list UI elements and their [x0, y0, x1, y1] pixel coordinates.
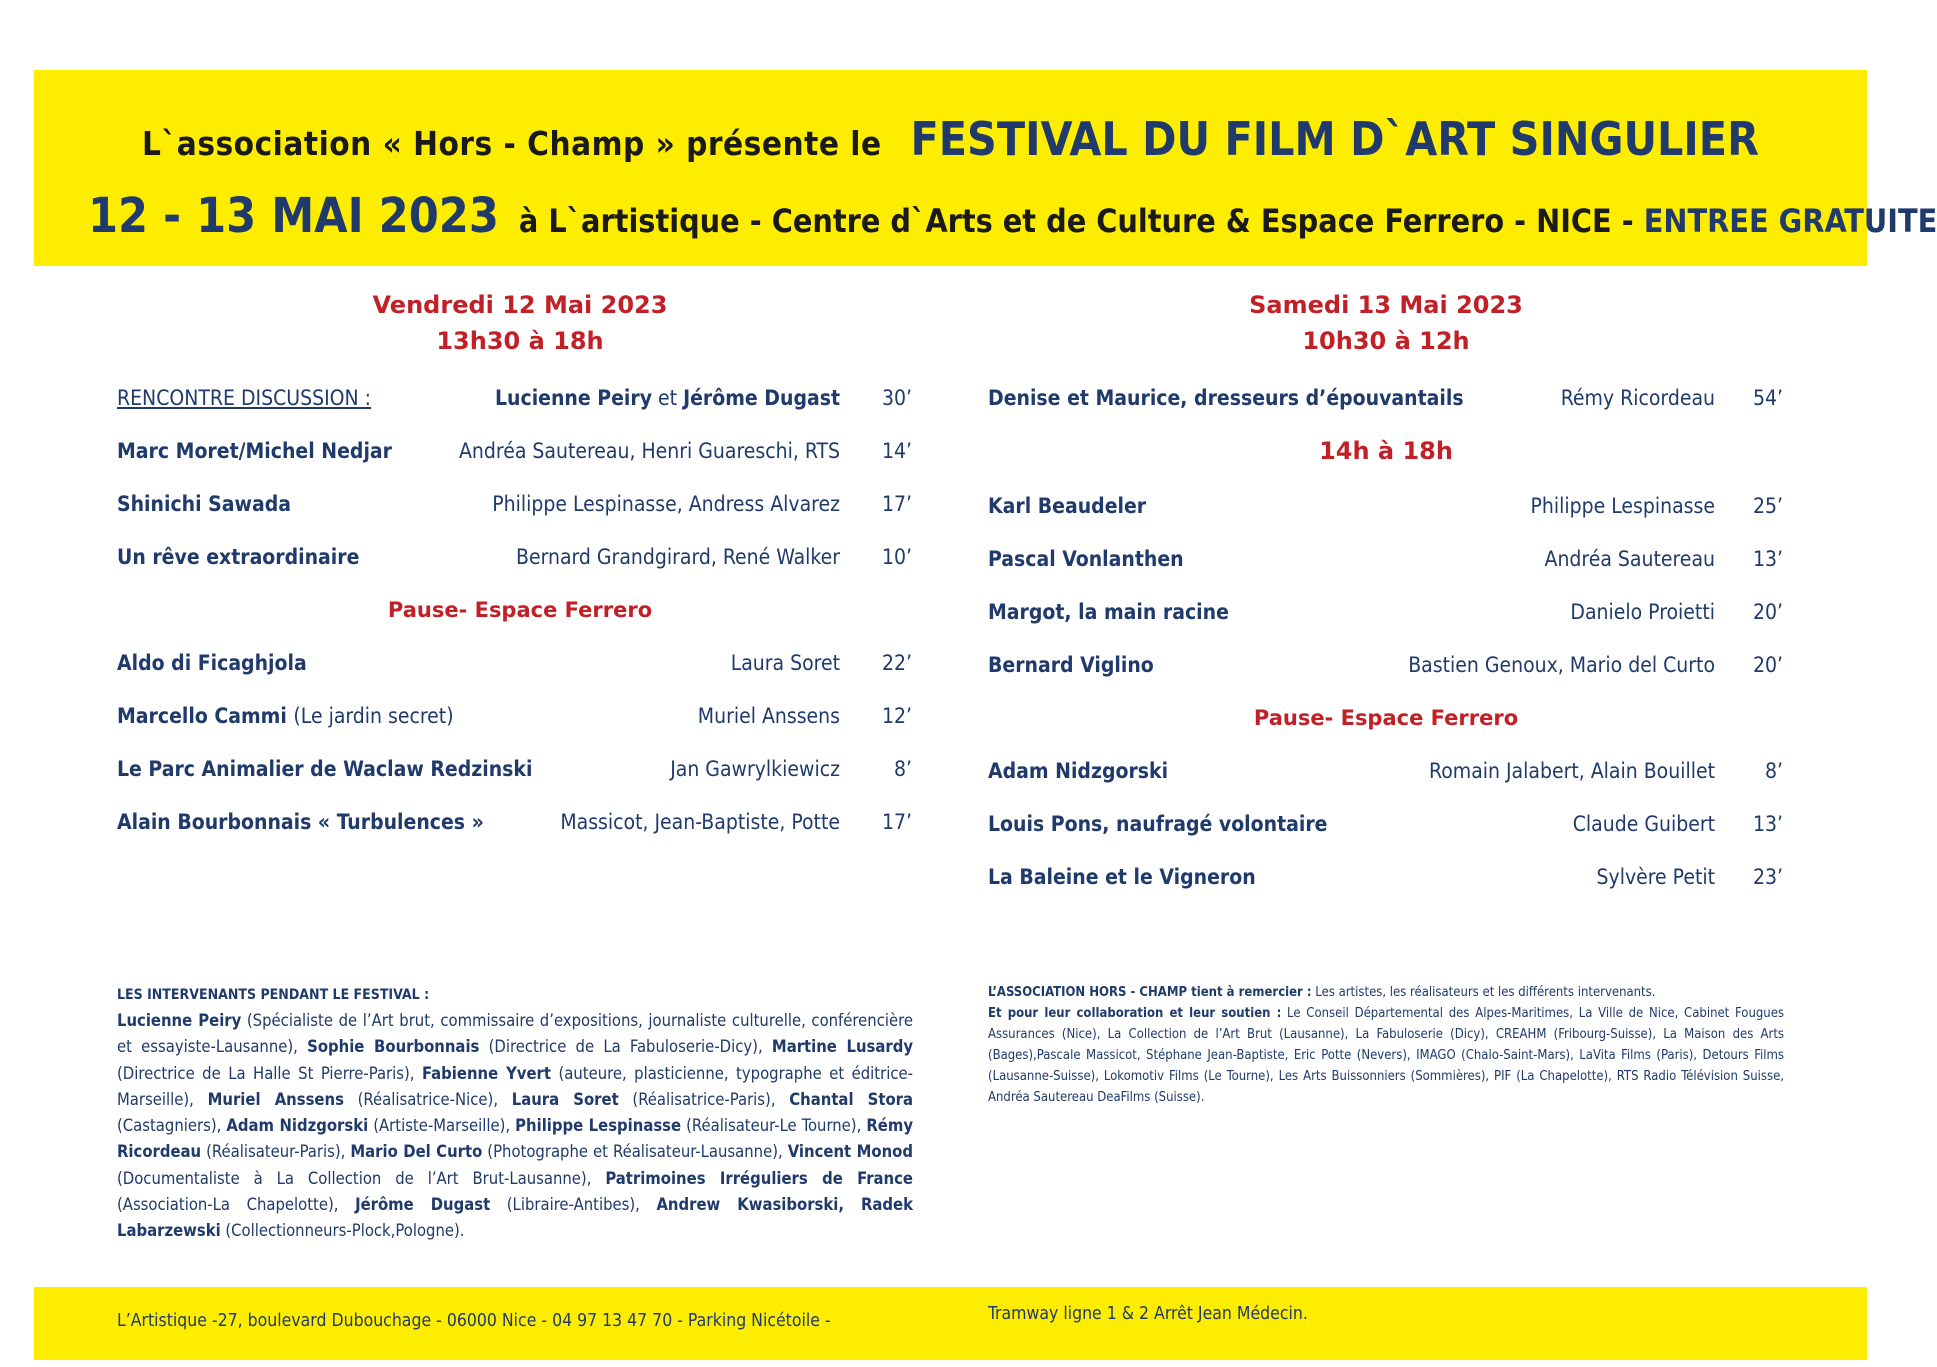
film-authors: Romain Jalabert, Alain Bouillet — [1429, 759, 1715, 783]
speakers-section — [117, 982, 913, 1245]
speaker-name: Vincent Monod — [787, 1142, 913, 1162]
film-row — [988, 812, 1783, 842]
film-duration: 10’ — [881, 545, 912, 569]
speaker-name: Adam Nidzgorski — [226, 1116, 369, 1136]
film-title: Denise et Maurice, dresseurs d’épouvantails — [988, 386, 1464, 410]
film-authors: Andréa Sautereau, Henri Guareschi, RTS — [459, 439, 840, 463]
festival-banner — [34, 70, 1937, 266]
film-duration: 54’ — [1752, 386, 1783, 410]
film-duration: 23’ — [1752, 865, 1783, 889]
film-authors: Danielo Proietti — [1570, 600, 1715, 624]
film-title: Margot, la main racine — [988, 600, 1229, 624]
thanks-lead: L’ASSOCIATION HORS - CHAMP tient à remercier : — [988, 985, 1312, 1000]
speaker-role: (Spécialiste de l’Art brut, commissaire d’expositions, journaliste culturelle, conférencière et essayiste-Lausanne), — [117, 1011, 913, 1057]
film-title: Un rêve extraordinaire — [117, 545, 360, 569]
speaker-name: Mario Del Curto — [350, 1142, 483, 1162]
film-title: Marcello Cammi — [117, 704, 287, 728]
film-title: Aldo di Ficaghjola — [117, 651, 307, 675]
saturday-hours: 10h30 à 12h — [1302, 327, 1470, 355]
banner-headline — [34, 112, 1867, 166]
film-duration: 17’ — [881, 492, 912, 516]
film-row — [988, 600, 1783, 630]
film-title: Bernard Viglino — [988, 653, 1154, 677]
film-row — [117, 704, 912, 734]
film-row — [117, 439, 912, 469]
film-authors: Massicot, Jean-Baptiste, Potte — [560, 810, 840, 834]
film-row — [988, 653, 1783, 683]
film-subtitle: (Le jardin secret) — [293, 704, 454, 728]
festival-venue: à L`artistique - Centre d`Arts et de Culture & Espace Ferrero - NICE - — [518, 202, 1634, 240]
film-authors: Laura Soret — [730, 651, 840, 675]
film-duration: 14’ — [881, 439, 912, 463]
film-authors: Muriel Anssens — [697, 704, 840, 728]
speaker-role: (Directrice de La Fabuloserie-Dicy), — [488, 1037, 763, 1057]
speaker-name: Patrimoines Irréguliers de France — [605, 1168, 913, 1188]
discussion-guest-1: Lucienne Peiry — [495, 386, 653, 410]
film-row — [988, 386, 1783, 416]
speaker-role: (Réalisatrice-Nice), — [357, 1089, 499, 1109]
festival-dates: 12 - 13 MAI 2023 — [88, 188, 499, 244]
speaker-name: Sophie Bourbonnais — [307, 1037, 480, 1057]
thanks-section — [988, 982, 1784, 1108]
speaker-name: Chantal Stora — [789, 1089, 914, 1109]
speaker-role: (Artiste-Marseille), — [373, 1116, 511, 1136]
banner-subline — [88, 188, 1937, 244]
film-authors: Bernard Grandgirard, René Walker — [515, 545, 840, 569]
speaker-name: Martine Lusardy — [771, 1037, 914, 1057]
film-row — [117, 651, 912, 681]
film-duration: 20’ — [1752, 653, 1783, 677]
saturday-heading — [1116, 287, 1656, 359]
speaker-role: (Castagniers), — [117, 1116, 222, 1136]
speaker-name: Fabienne Yvert — [421, 1063, 551, 1083]
festival-title: FESTIVAL DU FILM D`ART SINGULIER — [910, 112, 1759, 166]
film-row — [117, 757, 912, 787]
saturday-date: Samedi 13 Mai 2023 — [1249, 291, 1523, 319]
film-authors: Claude Guibert — [1572, 812, 1715, 836]
film-duration: 12’ — [881, 704, 912, 728]
film-row — [117, 810, 912, 840]
friday-hours: 13h30 à 18h — [436, 327, 604, 355]
film-duration: 13’ — [1752, 547, 1783, 571]
support-text: Le Conseil Départemental des Alpes-Maritimes, La Ville de Nice, Cabinet Fougues Assurances (Nice), La Collection de l’Art Brut (Lausanne), La Fabuloserie (Dicy), CREAHM (Fribourg-Suisse), La Maison des Arts (Bages),Pascale Massicot, Stéphane Jean-Baptiste, Eric Potte (Nevers), IMAGO (Chalo-Saint-Mars), LaVita Films (Paris), Detours Films (Lausanne-Suisse), Lokomotiv Films (Le Tourne), Les Arts Buissonniers (Sommières), PIF (La Chapelotte), RTS Radio Télévision Suisse, Andréa Sautereau DeaFilms (Suisse). — [988, 1006, 1784, 1105]
film-duration: 8’ — [1764, 759, 1783, 783]
speaker-name: Jérôme Dugast — [355, 1195, 491, 1215]
film-authors: Jan Gawrylkiewicz — [670, 757, 840, 781]
film-title: Louis Pons, naufragé volontaire — [988, 812, 1328, 836]
speaker-role: (Association-La Chapelotte), — [117, 1195, 339, 1215]
venue-address: L’Artistique -27, boulevard Dubouchage - 06000 Nice - 04 97 13 47 70 - Parking Nicétoile - — [117, 1311, 831, 1331]
film-title: Marc Moret/Michel Nedjar — [117, 439, 392, 463]
film-duration: 22’ — [881, 651, 912, 675]
film-row — [988, 759, 1783, 789]
film-authors: Andréa Sautereau — [1544, 547, 1715, 571]
speaker-role: (Libraire-Antibes), — [506, 1195, 640, 1215]
film-authors: Bastien Genoux, Mario del Curto — [1408, 653, 1715, 677]
film-duration: 20’ — [1752, 600, 1783, 624]
speaker-role: (Documentaliste à La Collection de l’Art Brut-Lausanne), — [117, 1168, 592, 1188]
friday-pause: Pause- Espace Ferrero — [387, 598, 653, 622]
film-row — [988, 547, 1783, 577]
footer-bar — [34, 1287, 1867, 1360]
speaker-role: (Photographe et Réalisateur-Lausanne), — [487, 1142, 783, 1162]
speaker-role: (Réalisateur-Le Tourne), — [686, 1116, 862, 1136]
speaker-name: Andrew Kwasiborski, Radek Labarzewski — [117, 1195, 913, 1241]
discussion-duration: 30’ — [881, 386, 912, 410]
speakers-heading: LES INTERVENANTS PENDANT LE FESTIVAL : — [117, 987, 430, 1003]
film-title: Alain Bourbonnais « Turbulences » — [117, 810, 484, 834]
banner-intro: L`association « Hors - Champ » présente le — [142, 124, 882, 163]
film-row — [988, 865, 1783, 895]
film-row — [117, 545, 912, 575]
speaker-name: Lucienne Peiry — [117, 1011, 242, 1030]
film-title: Adam Nidzgorski — [988, 759, 1169, 783]
free-entry: ENTREE GRATUITE — [1643, 202, 1937, 240]
film-title: Pascal Vonlanthen — [988, 547, 1184, 571]
film-row — [117, 492, 912, 522]
speaker-role: (auteure, plasticienne, typographe et éditrice-Marseille), — [117, 1063, 913, 1109]
film-title: Karl Beaudeler — [988, 494, 1147, 518]
film-authors: Philippe Lespinasse, Andress Alvarez — [492, 492, 840, 516]
film-authors: Sylvère Petit — [1596, 865, 1715, 889]
film-duration: 8’ — [893, 757, 912, 781]
discussion-guests — [495, 386, 840, 410]
film-title: La Baleine et le Vigneron — [988, 865, 1256, 889]
speaker-name: Laura Soret — [511, 1089, 619, 1109]
speaker-name: Philippe Lespinasse — [515, 1116, 682, 1136]
film-title: Le Parc Animalier de Waclaw Redzinski — [117, 757, 533, 781]
speaker-role: (Réalisatrice-Paris), — [632, 1089, 776, 1109]
friday-date: Vendredi 12 Mai 2023 — [372, 291, 668, 319]
film-title-group — [117, 704, 454, 728]
film-authors: Rémy Ricordeau — [1560, 386, 1715, 410]
film-authors: Philippe Lespinasse — [1530, 494, 1715, 518]
saturday-pause: Pause- Espace Ferrero — [1253, 706, 1519, 730]
speaker-role: (Directrice de La Halle St Pierre-Paris), — [117, 1063, 415, 1083]
friday-discussion-row — [117, 386, 912, 416]
speaker-name: Rémy Ricordeau — [117, 1116, 914, 1162]
transport-info: Tramway ligne 1 & 2 Arrêt Jean Médecin. — [988, 1304, 1308, 1324]
support-lead: Et pour leur collaboration et leur soutien : — [988, 1006, 1282, 1021]
saturday-afternoon-hours: 14h à 18h — [1319, 437, 1453, 465]
speaker-name: Muriel Anssens — [207, 1089, 344, 1109]
speaker-role: (Collectionneurs-Plock,Pologne). — [225, 1221, 465, 1241]
speaker-role: (Réalisateur-Paris), — [206, 1142, 346, 1162]
film-title: Shinichi Sawada — [117, 492, 291, 516]
film-duration: 25’ — [1752, 494, 1783, 518]
film-duration: 17’ — [881, 810, 912, 834]
film-duration: 13’ — [1752, 812, 1783, 836]
friday-heading — [250, 287, 790, 359]
discussion-label: RENCONTRE DISCUSSION : — [117, 386, 372, 410]
discussion-guest-2: Jérôme Dugast — [683, 386, 840, 410]
thanks-text: Les artistes, les réalisateurs et les différents intervenants. — [1315, 985, 1656, 1000]
film-row — [988, 494, 1783, 524]
discussion-joiner: et — [658, 386, 678, 410]
